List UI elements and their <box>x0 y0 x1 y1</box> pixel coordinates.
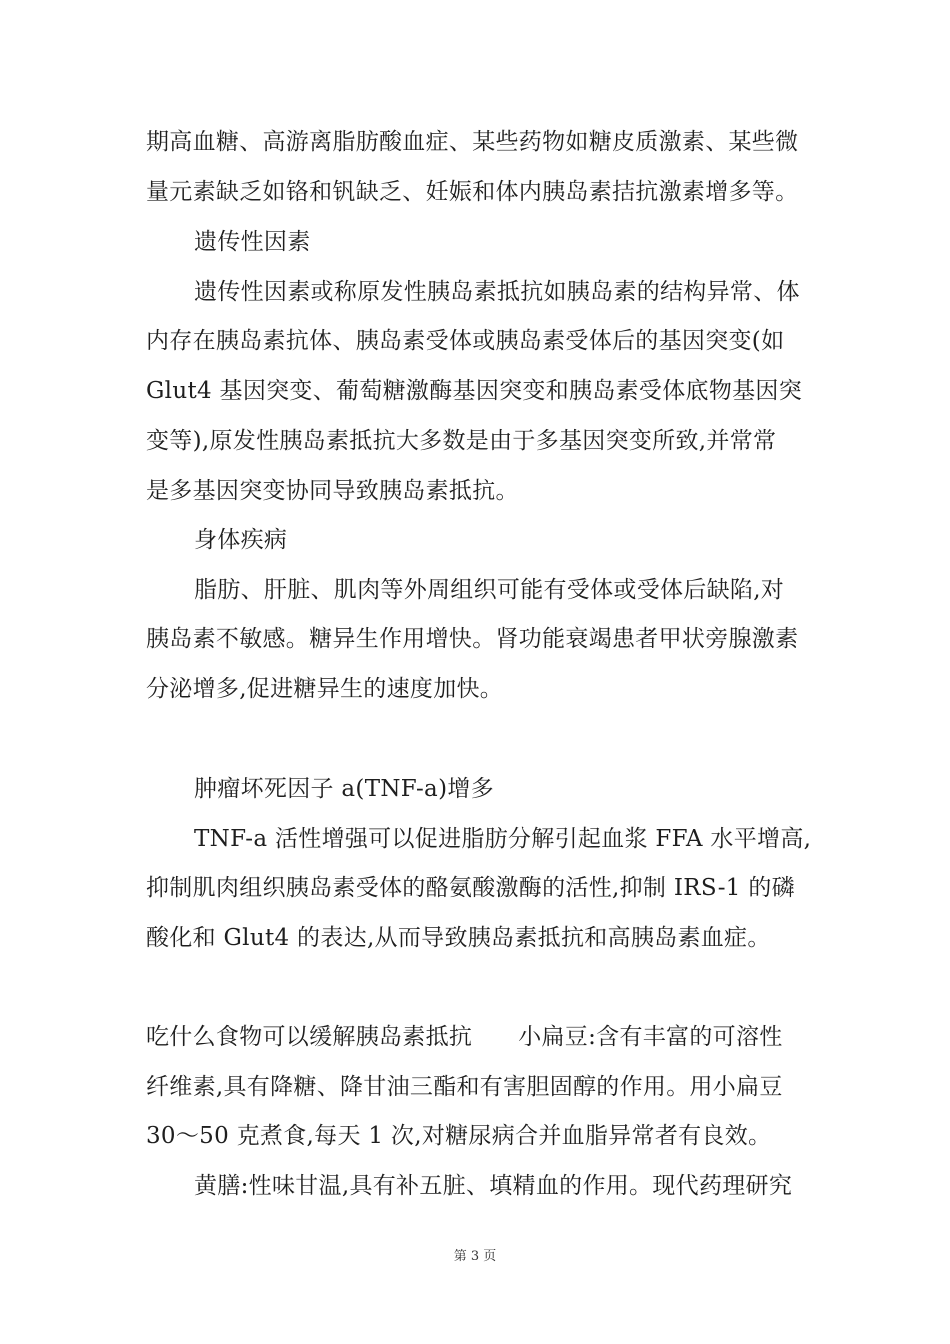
section-heading-genetic: 遗传性因素 <box>194 229 311 255</box>
section-heading-disease: 身体疾病 <box>194 527 288 553</box>
body-line-10: 脂肪、肝脏、肌肉等外周组织可能有受体或受体后缺陷,对 <box>194 577 785 603</box>
body-line-16: 酸化和 Glut4 的表达,从而导致胰岛素抵抗和高胰岛素血症。 <box>146 925 771 951</box>
body-line-21: 黄膳:性味甘温,具有补五脏、填精血的作用。现代药理研究 <box>194 1173 793 1199</box>
body-line-5: 内存在胰岛素抗体、胰岛素受体或胰岛素受体后的基因突变(如 <box>146 328 785 354</box>
body-line-12: 分泌增多,促进糖异生的速度加快。 <box>146 676 504 702</box>
body-line-8: 是多基因突变协同导致胰岛素抵抗。 <box>146 478 519 504</box>
body-line-14: TNF-a 活性增强可以促进脂肪分解引起血浆 FFA 水平增高, <box>194 826 812 852</box>
body-line-4: 遗传性因素或称原发性胰岛素抵抗如胰岛素的结构异常、体 <box>194 279 800 305</box>
body-line-20: 30～50 克煮食,每天 1 次,对糖尿病合并血脂异常者有良效。 <box>146 1123 772 1149</box>
body-line-11: 胰岛素不敏感。糖异生作用增快。肾功能衰竭患者甲状旁腺激素 <box>146 626 799 652</box>
body-line-7: 变等),原发性胰岛素抵抗大多数是由于多基因突变所致,并常常 <box>146 428 777 454</box>
food-heading-line <box>146 1022 816 1052</box>
section-heading-tnf: 肿瘤坏死因子 a(TNF-a)增多 <box>194 776 494 802</box>
body-line-6: Glut4 基因突变、葡萄糖激酶基因突变和胰岛素受体底物基因突 <box>146 378 803 404</box>
section-heading-food: 吃什么食物可以缓解胰岛素抵抗 <box>146 1024 473 1050</box>
body-line-2: 量元素缺乏如铬和钒缺乏、妊娠和体内胰岛素拮抗激素增多等。 <box>146 179 799 205</box>
body-line-1: 期高血糖、高游离脂肪酸血症、某些药物如糖皮质激素、某些微 <box>146 129 799 155</box>
body-line-19: 纤维素,具有降糖、降甘油三酯和有害胆固醇的作用。用小扁豆 <box>146 1074 783 1100</box>
page-number: 第 3 页 <box>453 1249 497 1264</box>
body-line-lentil: 小扁豆:含有丰富的可溶性 <box>518 1024 783 1050</box>
body-line-15: 抑制肌肉组织胰岛素受体的酪氨酸激酶的活性,抑制 IRS-1 的磷 <box>146 875 795 901</box>
